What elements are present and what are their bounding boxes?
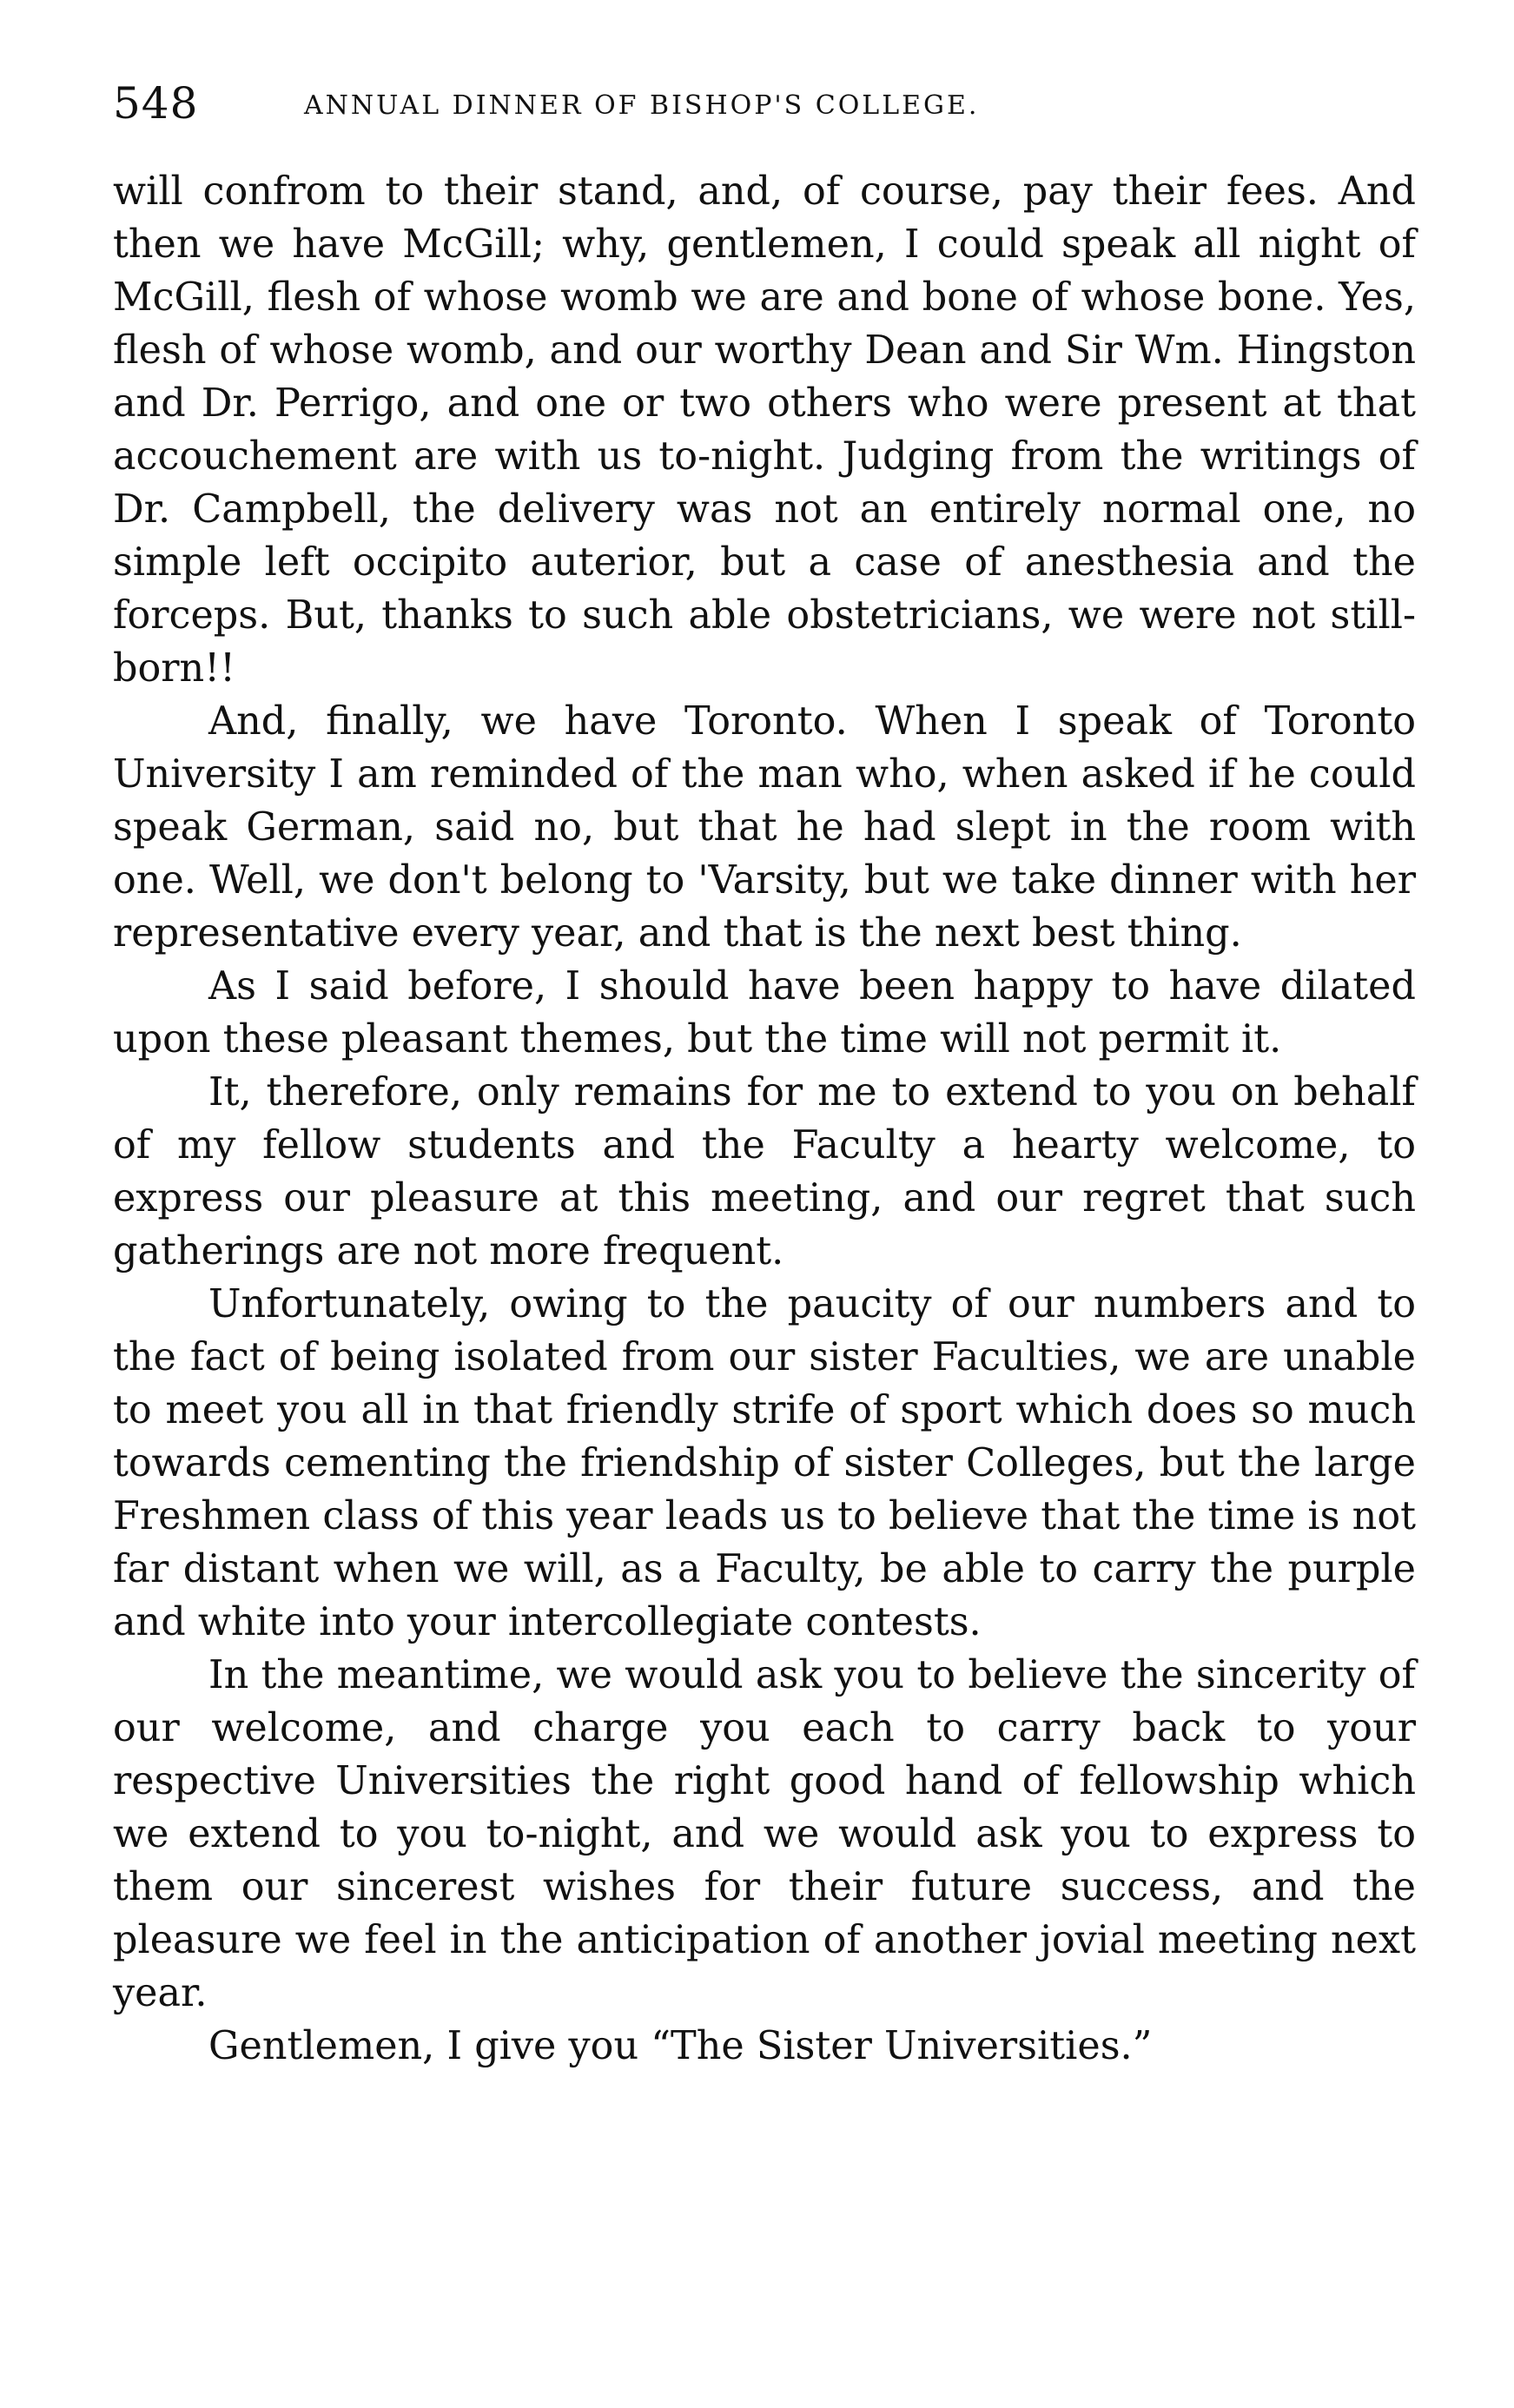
running-title: ANNUAL DINNER OF BISHOP'S COLLEGE. [304, 90, 980, 121]
paragraph-welcome: It, therefore, only remains for me to extend to you on behalf of my fellow students and the Faculty a hearty welcome, to express our pleasure at this meeting, and our regret that such gatherings are not more frequent. [113, 1070, 1416, 1273]
page-number: 548 [113, 78, 199, 129]
paragraph-dilated: As I said before, I should have been happy to have dilated upon these pleasant themes, but the time will not permit it. [113, 964, 1416, 1062]
paragraph-toronto: And, finally, we have Toronto. When I speak of Toronto University I am reminded of the man who, when asked if he could speak German, said no, but that he had slept in the room with one. Well, we don't belong to 'Varsity, but we take dinner with her representative every year, and that is the next best thing. [113, 699, 1416, 956]
body-text [113, 165, 1416, 2073]
paragraph-unfortunately: Unfortunately, owing to the paucity of our numbers and to the fact of being isolated from our sister Faculties, we are unable to meet you all in that friendly strife of sport which does so much towards cementing the friendship of sister Colleges, but the large Freshmen class of this year leads us to believe that the time is not far distant when we will, as a Faculty, be able to carry the purple and white into your intercollegiate contests. [113, 1282, 1416, 1644]
book-page [113, 61, 1416, 2354]
paragraph-meantime: In the meantime, we would ask you to believe the sincerity of our welcome, and charge you each to carry back to your respective Universities the right good hand of fellowship which we extend to you to-night, and we would ask you to express to them our sincerest wishes for their future success, and the pleasure we feel in the anticipation of another jovial meeting next year. [113, 1653, 1416, 2015]
paragraph-continuation: will confrom to their stand, and, of course, pay their fees. And then we have McGill; why, gentlemen, I could speak all night of McGill, flesh of whose womb we are and bone of whose bone. Yes, flesh of whose womb, and our worthy Dean and Sir Wm. Hingston and Dr. Perrigo, and one or two others who were present at that accouchement are with us to-night. Judging from the writings of Dr. Campbell, the delivery was not an entirely normal one, no simple left occipito auterior, but a case of anesthesia and the forceps. But, thanks to such able obstetricians, we were not still-born!! [113, 169, 1416, 691]
running-head [113, 61, 1416, 165]
paragraph-toast: Gentlemen, I give you “The Sister Universities.” [208, 2024, 1153, 2068]
